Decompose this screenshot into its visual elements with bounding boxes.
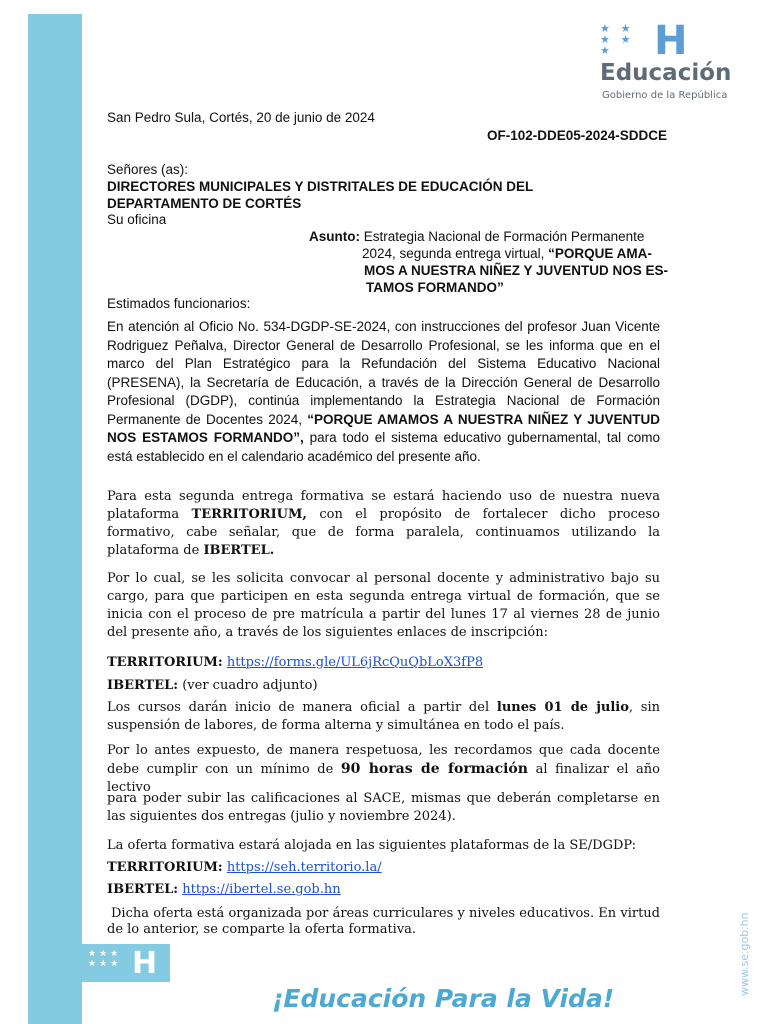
paragraph-5-tail: al finalizar el año lectivo (107, 762, 661, 795)
subject-line-1 (309, 229, 644, 244)
territorium-bold: TERRITORIUM, (191, 507, 307, 522)
paragraph-5 (107, 742, 660, 797)
ibertel-bold: IBERTEL. (203, 543, 275, 558)
recipient-office: Su oficina (107, 212, 167, 227)
paragraph-5-text: Por lo antes expuesto, de manera respetuosa, les recordamos que cada docente debe cumplir con un mínimo de (107, 743, 660, 777)
recipient-name: DIRECTORES MUNICIPALES Y DISTRITALES DE EDUCACIÓN DEL DEPARTAMENTO DE CORTÉS (107, 179, 534, 211)
h-logo-icon: H (132, 946, 158, 981)
subject-line-4: TAMOS FORMANDO” (366, 280, 504, 295)
h-logo-icon: H (654, 18, 688, 64)
subject-text-1: Estrategia Nacional de Formación Permanente (363, 229, 645, 244)
hours-bold: 90 horas de formación (340, 761, 528, 777)
ibertel-label: IBERTEL: (107, 882, 179, 897)
paragraph-1-bold: “PORQUE AMAMOS A NUESTRA NIÑEZ Y JUVENTUD NOS ESTAMOS FORMANDO”, (107, 411, 660, 445)
government-logo-small (82, 944, 170, 982)
ibertel-platform-row (107, 882, 341, 897)
paragraph-2 (107, 488, 660, 560)
ibertel-note: (ver cuadro adjunto) (182, 678, 318, 693)
paragraph-2-mid: con el propósito de fortalecer dicho proceso formativo, cabe señalar, que de forma paralela, continuamos utilizando la plataforma de (107, 507, 661, 558)
territorium-platform-link[interactable]: https://seh.territorio.la/ (226, 860, 382, 875)
ibertel-label: IBERTEL: (107, 678, 179, 693)
website-vertical (738, 912, 756, 996)
reference-code: OF-102-DDE05-2024-SDDCE (487, 128, 668, 143)
stars-icon: ★★★ ★★★ (88, 948, 122, 968)
paragraph-2-text: Para esta segunda entrega formativa se estará haciendo uso de nuestra nueva plataforma (107, 489, 660, 522)
paragraph-4-text: Los cursos darán inicio de manera oficial a partir del (107, 700, 490, 715)
paragraph-3: Por lo cual, se les solicita convocar al personal docente y administrativo bajo su cargo, para que participen en esta segunda entrega virtual de formación, que se inicia con el proceso de pre matrícula a partir del lunes 17 al viernes 28 de junio del presente año, a través de los siguientes enlaces de inscripción: (107, 571, 660, 640)
subject-line-3: MOS A NUESTRA NIÑEZ Y JUVENTUD NOS ES- (364, 263, 669, 278)
logo-text: Educación (600, 60, 732, 86)
website-text: www.se.gob.hn (738, 912, 751, 996)
salutation: Señores (as): (107, 162, 189, 177)
ibertel-platform-link[interactable]: https://ibertel.se.gob.hn (182, 882, 341, 897)
subject-line-2 (362, 246, 652, 261)
paragraph-1 (107, 318, 660, 466)
ibertel-registration-row (107, 678, 318, 693)
paragraph-7: La oferta formativa estará alojada en las siguientes plataformas de la SE/DGDP: (107, 838, 637, 853)
paragraph-1-text: En atención al Oficio No. 534-DGDP-SE-2024, con instrucciones del profesor Juan Vicente Rodriguez Peñalva, Director General de Desarrollo Profesional, se les informa que en el marco del Plan Estratégico para la Refundación del Sistema Educativo Nacional (PRESENA), la Secretaría de Educación, a través de la Dirección General de Desarrollo Profesional (DGDP), continúa implementando la Estrategia Nacional de Formación Permanente de Docentes 2024, (107, 319, 660, 427)
stars-icon: ★ ★ ★ ★ ★ (600, 23, 635, 57)
paragraph-4 (107, 699, 660, 735)
paragraph-8: Dicha oferta está organizada por áreas curriculares y niveles educativos. En virtud de lo anterior, se comparte la oferta formativa. (107, 906, 660, 937)
subject-text-2: 2024, segunda entrega virtual, (362, 246, 545, 261)
place-date: San Pedro Sula, Cortés, 20 de junio de 2024 (107, 110, 375, 125)
territorium-label: TERRITORIUM: (107, 860, 223, 875)
territorium-label: TERRITORIUM: (107, 655, 223, 670)
territorium-registration-row (107, 655, 483, 670)
territorium-registration-link[interactable]: https://forms.gle/UL6jRcQuQbLoX3fP8 (226, 655, 484, 670)
greeting: Estimados funcionarios: (107, 296, 251, 311)
footer-slogan: ¡Educación Para la Vida! (272, 984, 615, 1013)
left-decorative-bar (28, 14, 82, 1024)
subject-bold-2: “PORQUE AMA- (548, 246, 652, 261)
territorium-platform-row (107, 860, 382, 875)
paragraph-4-tail: , sin suspensión de labores, de forma alterna y simultánea en todo el país. (107, 700, 661, 733)
paragraph-6: para poder subir las calificaciones al SACE, mismas que deberán completarse en las siguientes dos entregas (julio y noviembre 2024). (107, 791, 660, 824)
logo-subtext: Gobierno de la República (602, 90, 728, 101)
subject-label: Asunto: (309, 229, 360, 244)
paragraph-1-tail: para todo el sistema educativo gubernamental, tal como está establecido en el calendario académico del presente año. (107, 430, 660, 464)
start-date-bold: lunes 01 de julio (496, 700, 629, 715)
